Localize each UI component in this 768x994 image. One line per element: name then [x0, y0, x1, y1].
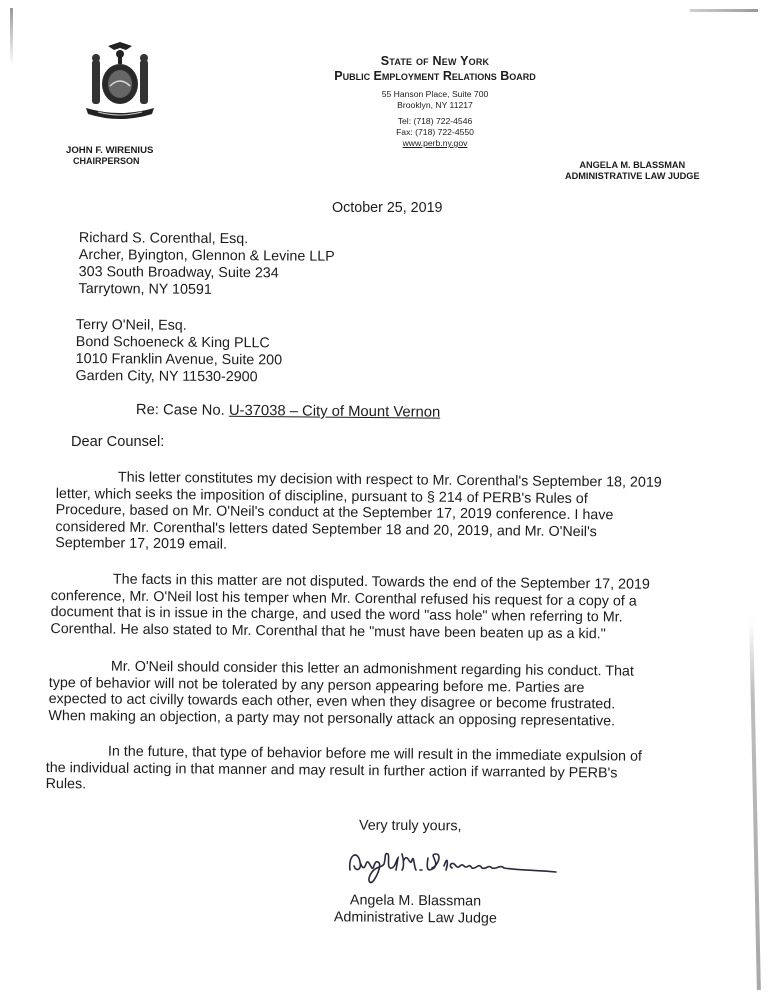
paragraph-line: Procedure, based on Mr. O'Neil's conduct at the September 17, 2019 conference. I have	[55, 502, 614, 524]
signer-block	[334, 892, 497, 926]
paragraph-line: type of behavior will not be tolerated by any person appearing before me. Parties are	[48, 674, 585, 696]
paragraph-line: September 17, 2019 email.	[55, 535, 228, 554]
signer-title: Administrative Law Judge	[333, 908, 497, 927]
judge-header-block	[565, 160, 700, 182]
scan-edge-left	[10, 8, 13, 66]
signer-name: Angela M. Blassman	[349, 892, 482, 910]
paragraph-line: document that is in issue in the charge, and used the word "ass hole" when referring to Mr.	[50, 604, 623, 626]
letterhead-website-link[interactable]: www.perb.ny.gov	[402, 138, 468, 148]
paragraph-line: This letter constitutes my decision with respect to Mr. Corenthal's September 18, 2019	[117, 469, 662, 491]
recipient-2-line: Bond Schoeneck & King PLLC	[75, 333, 270, 352]
chairperson-title: CHAIRPERSON	[73, 156, 140, 166]
body-paragraph-2	[50, 571, 713, 644]
letterhead-address	[300, 89, 570, 111]
body-paragraph-4	[46, 743, 708, 799]
paragraph-line: letter, which seeks the imposition of discipline, pursuant to § 214 of PERB's Rules of	[55, 485, 588, 507]
recipient-address-2	[76, 317, 283, 386]
paragraph-line: Corenthal. He also stated to Mr. Corenthal that he "must have been beaten up as a kid."	[50, 620, 606, 643]
recipient-address-1	[79, 230, 335, 300]
new-york-state-seal-icon	[78, 40, 162, 124]
recipient-1-line: Tarrytown, NY 10591	[78, 280, 212, 298]
judge-header-title: ADMINISTRATIVE LAW JUDGE	[565, 171, 700, 181]
recipient-2-line: Terry O'Neil, Esq.	[75, 317, 187, 334]
paragraph-line: In the future, that type of behavior before me will result in the immediate expulsion of	[107, 743, 643, 765]
letterhead-tel: Tel: (718) 722-4546	[397, 116, 473, 126]
recipient-1-line: 303 South Broadway, Suite 234	[78, 263, 279, 282]
scan-edge-right	[749, 620, 761, 990]
letterhead-address-line1: 55 Hanson Place, Suite 700	[381, 89, 489, 99]
closing: Very truly yours,	[358, 817, 462, 835]
paragraph-line: considered Mr. Corenthal's letters dated September 18 and 20, 2019, and Mr. O'Neil's	[55, 518, 597, 540]
letterhead-contact	[300, 116, 570, 149]
re-line	[136, 402, 440, 421]
letterhead-address-line2: Brooklyn, NY 11217	[397, 100, 473, 110]
paragraph-line: When making an objection, a party may not personally attack an opposing representative.	[48, 707, 616, 730]
judge-header-name: ANGELA M. BLASSMAN	[579, 160, 686, 170]
paragraph-line: the individual acting in that manner and may result in further action if warranted by PERB's	[45, 759, 618, 782]
recipient-2-line: 1010 Franklin Avenue, Suite 200	[75, 350, 283, 369]
salutation: Dear Counsel:	[71, 434, 165, 450]
letterhead-fax: Fax: (718) 722-4550	[396, 127, 474, 137]
re-case: U-37038 – City of Mount Vernon	[228, 402, 441, 421]
chairperson-name: JOHN F. WIRENIUS	[66, 145, 154, 156]
paragraph-line: Rules.	[45, 776, 87, 793]
paragraph-line: conference, Mr. O'Neil lost his temper when Mr. Corenthal refused his request for a copy of a	[50, 587, 637, 610]
recipient-1-line: Archer, Byington, Glennon & Levine LLP	[78, 246, 335, 265]
recipient-2-line: Garden City, NY 11530-2900	[75, 367, 258, 386]
letter-date: October 25, 2019	[332, 200, 443, 216]
body-paragraph-3	[48, 658, 711, 731]
paragraph-line: Mr. O'Neil should consider this letter an admonishment regarding his conduct. That	[110, 658, 634, 680]
letterhead	[300, 54, 570, 149]
paragraph-line: expected to act civilly towards each other, even when they disagree or become frustrated.	[48, 691, 616, 713]
chairperson-block	[66, 145, 153, 167]
letterhead-state: State of New York	[380, 54, 490, 68]
recipient-1-line: Richard S. Corenthal, Esq.	[78, 230, 249, 248]
letterhead-board: Public Employment Relations Board	[334, 69, 536, 83]
paragraph-line: The facts in this matter are not disputed. Towards the end of the September 17, 2019	[112, 571, 650, 593]
body-paragraph-1	[55, 469, 718, 558]
handwritten-signature-icon	[344, 840, 564, 888]
scan-edge-top	[690, 9, 758, 12]
re-prefix: Re: Case No.	[135, 402, 229, 419]
